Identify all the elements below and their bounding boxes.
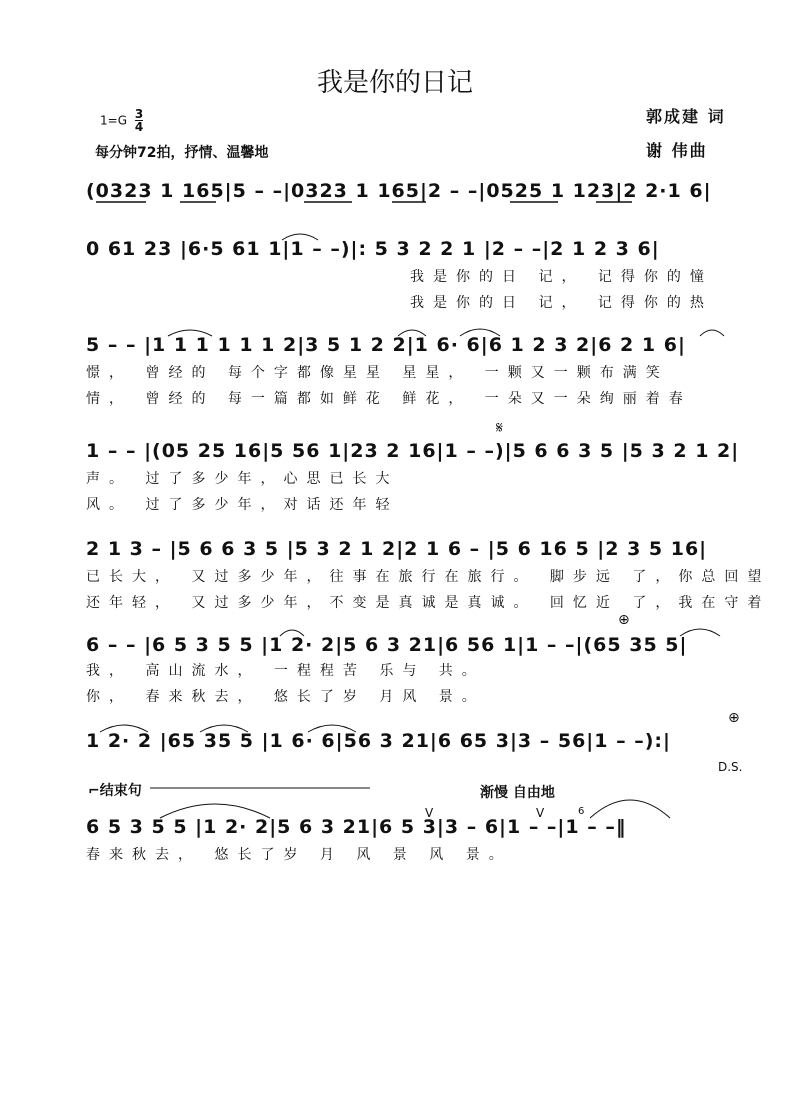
lyric-row-4-verse-1-text: 声。 过了多少年，心思已长大 [86, 471, 399, 487]
music-row-5: 2 1 3 – |5 6 6 3 5 |5 3 2 1 2|2 1 6 – |5 6 16 5 |2 3 5 16| [86, 538, 708, 560]
lyric-row-6-verse-1: 我， 高山流水， 一程程苦 乐与 共。 [86, 663, 485, 679]
lyricist-credit: 郭成建 词 [646, 107, 726, 126]
breath-mark-2: V [536, 806, 545, 820]
time-denominator: 4 [134, 120, 144, 134]
lyric-row-5-verse-2: 还年轻， 又过多少年，不变是真诚是真诚。 回忆近 了，我在守着 [86, 595, 771, 611]
slur [168, 330, 212, 336]
lyric-row-6-verse-2: 你， 春来秋去， 悠长了岁 月风 景。 [86, 689, 485, 705]
slur [282, 234, 318, 240]
grace-note: 6 [578, 806, 585, 817]
slur [460, 329, 500, 336]
music-row-8: 6 5 3 5 5 |1 2· 2|5 6 3 21|6 5 3|3 – 6|1 – –|1 – –‖ [86, 816, 627, 838]
coda-icon-2: ⊕ [728, 710, 740, 726]
slur [700, 330, 724, 336]
lyric-row-8: 春来秋去， 悠长了岁 月 风 景 风 景。 [86, 847, 512, 863]
slur [398, 330, 426, 336]
slur [680, 629, 720, 636]
time-numerator: 3 [134, 107, 144, 121]
lyric-row-4-verse-2: 风。 过了多少年，对话还年轻 [86, 497, 399, 513]
music-row-4: 1 – – |(05 25 16|5 56 1|23 2 16|1 – –)|5 6 6 3 5 |5 3 2 1 2| [86, 440, 740, 462]
music-row-1: (0323 1 165|5 – –|0323 1 165|2 – –|0525 1 123|2 2·1 6| [86, 180, 712, 202]
lyric-row-2-verse-2: 我是你的日 记， 记得你的热 [410, 295, 713, 311]
music-row-3: 5 – – |1 1 1 1 1 1 2|3 5 1 2 2|1 6· 6|6 1 2 3 2|6 2 1 6| [86, 334, 686, 356]
slur [308, 725, 356, 732]
composer-credit: 谢 伟曲 [646, 141, 708, 160]
ending-bracket-icon: ⌐ [88, 783, 100, 799]
ds-marking: D.S. [718, 760, 743, 774]
music-row-7: 1 2· 2 |65 35 5 |1 6· 6|56 3 21|6 65 3|3 – 56|1 – –):| [86, 730, 671, 752]
music-row-2: 0 61 23 |6·5 61 1|1 – –)|: 5 3 2 2 1 |2 – –|2 1 2 3 6| [86, 238, 660, 260]
slur [160, 804, 270, 818]
tempo-marking: 每分钟72拍，抒情、温馨地 [95, 145, 269, 161]
breath-mark-1: V [425, 806, 434, 820]
lyric-row-2-verse-1: 我是你的日 记， 记得你的憧 [410, 269, 713, 285]
lyric-row-5-verse-1: 已长大， 又过多少年，往事在旅行在旅行。 脚步远 了，你总回望 [86, 569, 771, 585]
song-title: 我是你的日记 [316, 68, 473, 98]
slur [280, 630, 304, 636]
lyric-row-3-verse-1: 憬， 曾经的 每个字都像星星 星星， 一颗又一颗布满笑 [86, 365, 669, 381]
slur [100, 725, 148, 732]
coda-icon-1: ⊕ [618, 612, 630, 628]
slur [200, 725, 248, 732]
ending-label-text: 结束句 [99, 783, 142, 799]
segno-icon: 𝄋 [496, 418, 503, 437]
slur [590, 800, 670, 818]
music-row-6: 6 – – |6 5 3 5 5 |1 2· 2|5 6 3 21|6 56 1|1 – –|(65 35 5| [86, 634, 688, 656]
lyric-row-3-verse-2: 情， 曾经的 每一篇都如鲜花 鲜花， 一朵又一朵绚丽着春 [86, 391, 692, 407]
ending-instruction: 渐慢 自由地 [480, 785, 555, 801]
key-text: 1=G [100, 113, 127, 128]
